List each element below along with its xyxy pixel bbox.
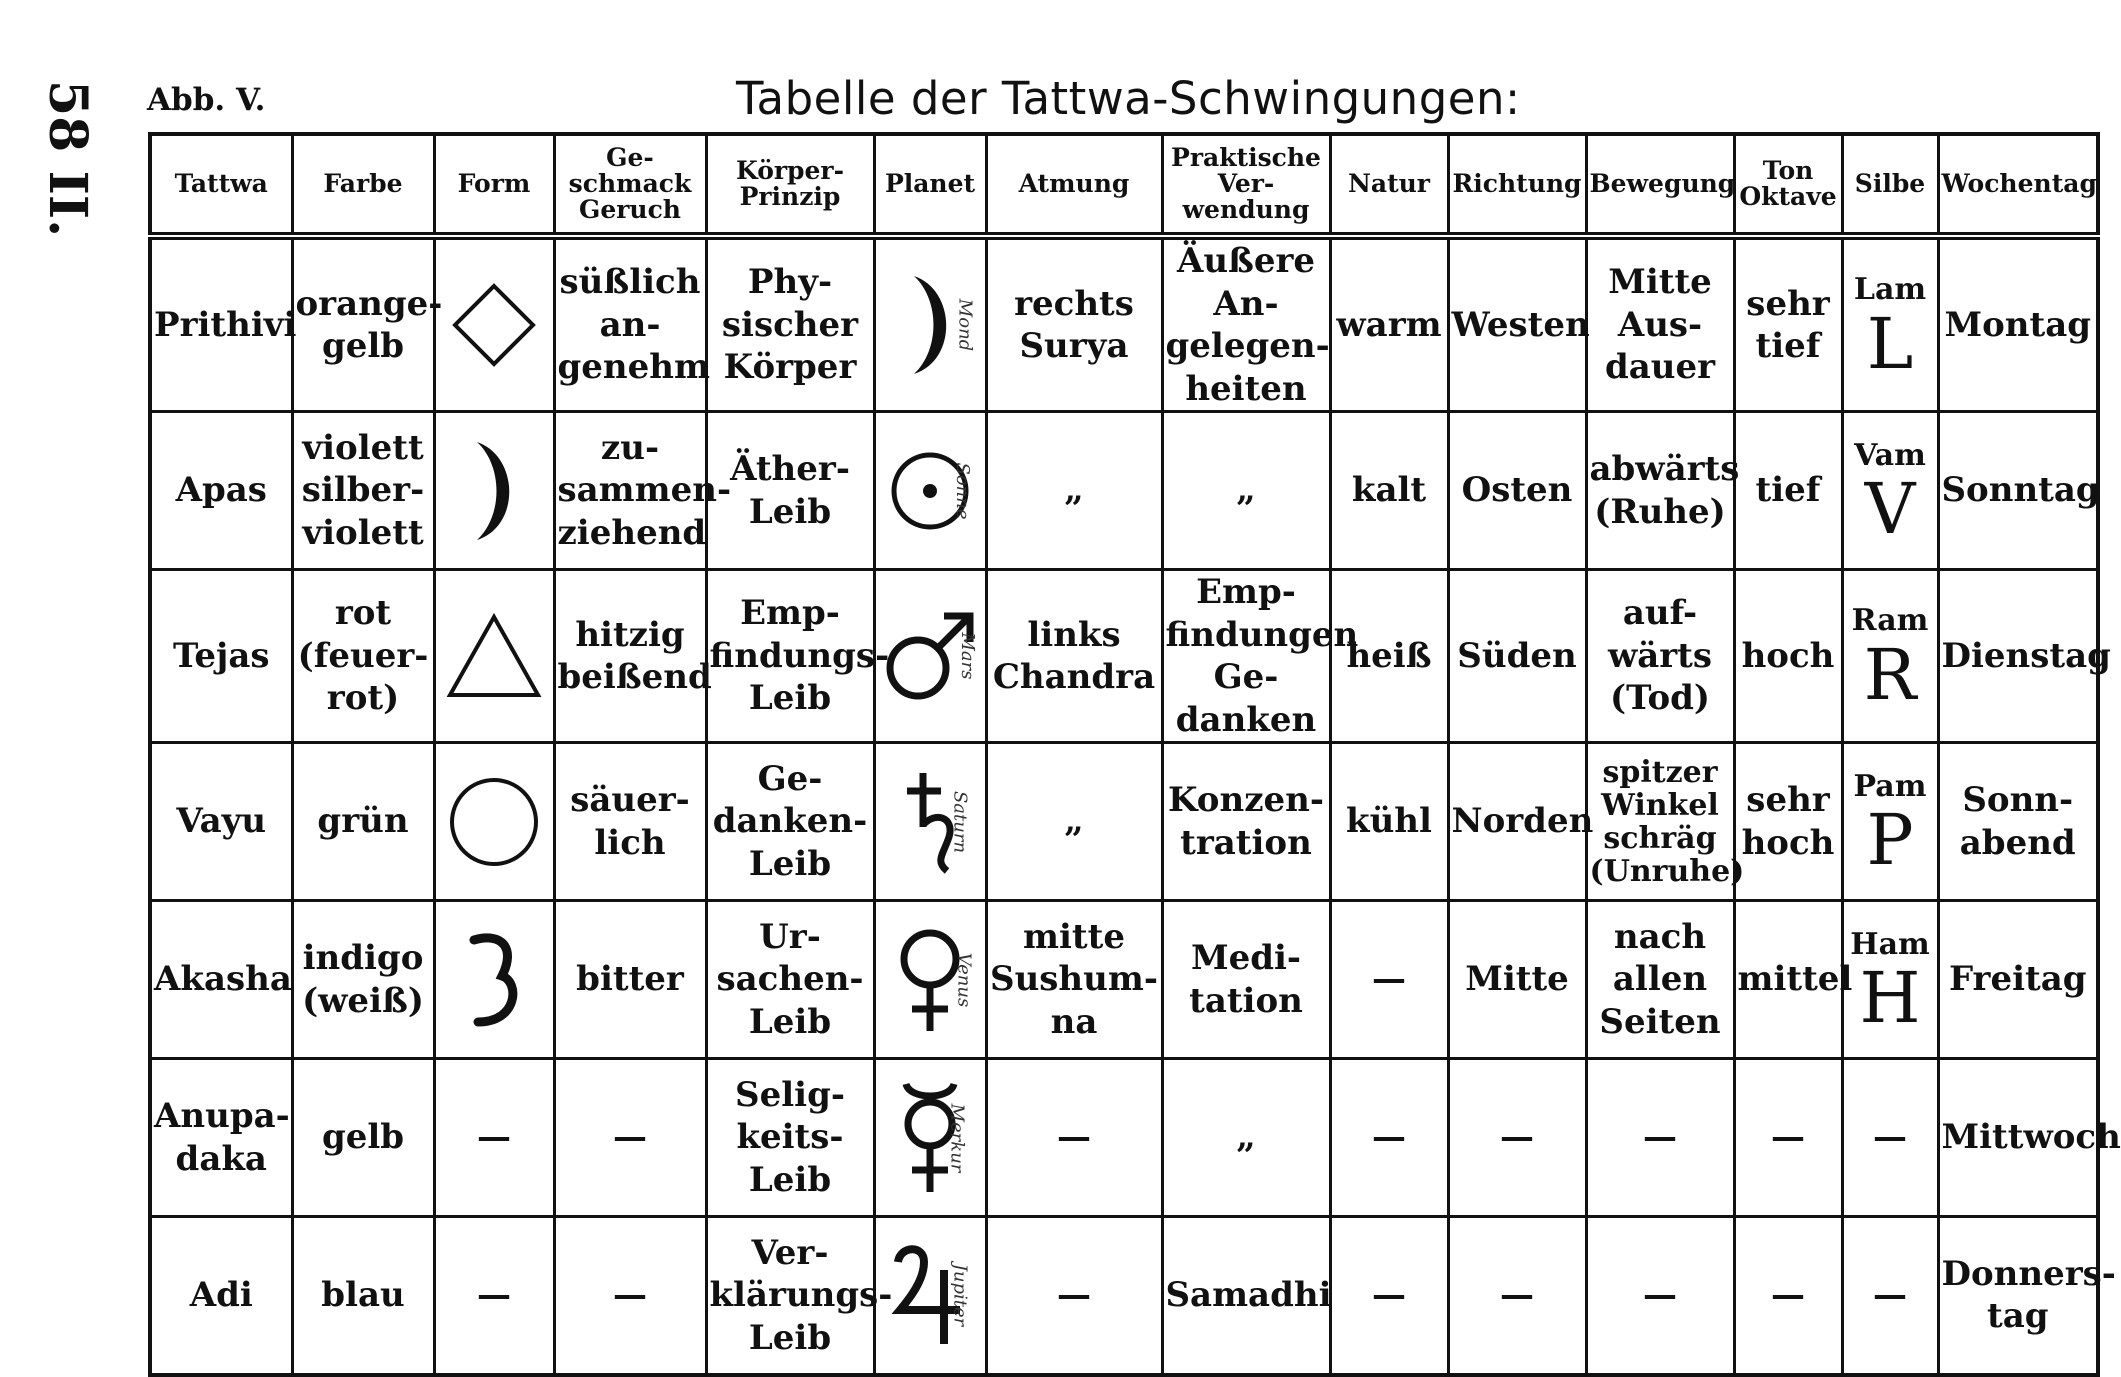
natur-cell: —: [1330, 1059, 1448, 1217]
planet-cell: [874, 901, 986, 1059]
silbe-word: Lam: [1853, 272, 1927, 308]
form-cell: [434, 236, 554, 412]
circle-shape-icon: [438, 774, 551, 870]
wochentag-cell: Dienstag: [1938, 570, 2098, 743]
silbe-word: Ham: [1850, 926, 1930, 962]
bewegung-cell: Mitte Aus- dauer: [1586, 236, 1734, 412]
diamond-shape-icon: [438, 280, 551, 370]
bewegung-cell: —: [1586, 1059, 1734, 1217]
column-header: Ton Oktave: [1734, 134, 1842, 236]
atmung-cell: —: [986, 1217, 1162, 1375]
geschmack-cell: hitzig beißend: [554, 570, 706, 743]
natur-cell: —: [1330, 1217, 1448, 1375]
planet-cell: [874, 570, 986, 743]
atmung-cell: links Chandra: [986, 570, 1162, 743]
column-header: Silbe: [1842, 134, 1938, 236]
form-cell: [434, 570, 554, 743]
silbe-cell: [1842, 743, 1938, 901]
silbe-cell: [1842, 901, 1938, 1059]
column-header: Praktische Ver- wendung: [1162, 134, 1330, 236]
koerper-cell: Emp- findungs- Leib: [706, 570, 874, 743]
atmung-cell: „: [986, 743, 1162, 901]
bewegung-cell: nach allen Seiten: [1586, 901, 1734, 1059]
atmung-cell: —: [986, 1059, 1162, 1217]
table-row: [150, 743, 2098, 901]
column-header: Tattwa: [150, 134, 292, 236]
verwendung-cell: Äußere An- gelegen- heiten: [1162, 236, 1330, 412]
bewegung-cell: spitzer Winkel schräg (Unruhe): [1586, 743, 1734, 901]
column-header: Richtung: [1448, 134, 1586, 236]
verwendung-cell: Samadhi: [1162, 1217, 1330, 1375]
column-header: Wochentag: [1938, 134, 2098, 236]
koerper-cell: Äther- Leib: [706, 412, 874, 570]
handwritten-note: Mars: [957, 632, 979, 680]
ton-cell: hoch: [1734, 570, 1842, 743]
table-row: [150, 1217, 2098, 1375]
page-title: Tabelle der Tattwa-Schwingungen:: [736, 72, 1521, 125]
richtung-cell: Norden: [1448, 743, 1586, 901]
table-row: [150, 1059, 2098, 1217]
geschmack-cell: —: [554, 1059, 706, 1217]
farbe-cell: rot (feuer- rot): [292, 570, 434, 743]
silbe-letter: L: [1866, 302, 1914, 385]
table-row: [150, 570, 2098, 743]
form-cell: —: [434, 1217, 554, 1375]
koerper-cell: Ur- sachen- Leib: [706, 901, 874, 1059]
silbe-cell: [1842, 570, 1938, 743]
farbe-cell: gelb: [292, 1059, 434, 1217]
form-cell: [434, 743, 554, 901]
bewegung-cell: auf- wärts (Tod): [1586, 570, 1734, 743]
geschmack-cell: bitter: [554, 901, 706, 1059]
farbe-cell: violett silber- violett: [292, 412, 434, 570]
tattwa-cell: Anupa- daka: [150, 1059, 292, 1217]
ton-cell: sehr tief: [1734, 236, 1842, 412]
silbe-letter: P: [1866, 799, 1914, 882]
richtung-cell: —: [1448, 1217, 1586, 1375]
handwritten-note: Mond: [954, 298, 976, 352]
form-cell: [434, 412, 554, 570]
koerper-cell: Ge- danken- Leib: [706, 743, 874, 901]
atmung-cell: rechts Surya: [986, 236, 1162, 412]
richtung-cell: Süden: [1448, 570, 1586, 743]
atmung-cell: „: [986, 412, 1162, 570]
planet-cell: [874, 412, 986, 570]
tattwa-table: [148, 132, 2121, 1377]
handwritten-note: Merkur: [946, 1103, 968, 1172]
column-header: Natur: [1330, 134, 1448, 236]
richtung-cell: Westen: [1448, 236, 1586, 412]
planet-cell: [874, 1059, 986, 1217]
tattwa-cell: Adi: [150, 1217, 292, 1375]
silbe-cell: [1842, 1217, 1938, 1375]
wochentag-cell: Donners- tag: [1938, 1217, 2098, 1375]
handwritten-note: Sonne: [952, 461, 974, 520]
silbe-cell: [1842, 1059, 1938, 1217]
planet-cell: [874, 1217, 986, 1375]
wochentag-cell: Sonn- abend: [1938, 743, 2098, 901]
verwendung-cell: „: [1162, 1059, 1330, 1217]
farbe-cell: indigo (weiß): [292, 901, 434, 1059]
farbe-cell: orange- gelb: [292, 236, 434, 412]
bewegung-cell: —: [1586, 1217, 1734, 1375]
silbe-word: Ram: [1851, 603, 1929, 639]
silbe-word: —: [1873, 1117, 1907, 1158]
tattwa-cell: Akasha: [150, 901, 292, 1059]
silbe-cell: [1842, 412, 1938, 570]
geschmack-cell: zu- sammen- ziehend: [554, 412, 706, 570]
column-header: Planet: [874, 134, 986, 236]
silbe-word: —: [1873, 1275, 1907, 1315]
ton-cell: —: [1734, 1059, 1842, 1217]
geschmack-cell: —: [554, 1217, 706, 1375]
triangle-shape-icon: [438, 611, 551, 701]
verwendung-cell: „: [1162, 412, 1330, 570]
wochentag-cell: Sonntag: [1938, 412, 2098, 570]
three-shape-icon: [438, 930, 551, 1030]
silbe-letter: H: [1859, 957, 1921, 1040]
wochentag-cell: Freitag: [1938, 901, 2098, 1059]
silbe-word: Vam: [1854, 437, 1926, 473]
handwritten-note: Jupiter: [949, 1263, 971, 1327]
tattwa-cell: Apas: [150, 412, 292, 570]
richtung-cell: Mitte: [1448, 901, 1586, 1059]
silbe-cell: [1842, 236, 1938, 412]
verwendung-cell: Medi- tation: [1162, 901, 1330, 1059]
table-header-row: [150, 134, 2098, 236]
silbe-letter: V: [1864, 468, 1916, 551]
koerper-cell: Ver- klärungs- Leib: [706, 1217, 874, 1375]
silbe-word: Pam: [1853, 768, 1927, 804]
richtung-cell: Osten: [1448, 412, 1586, 570]
bewegung-cell: abwärts (Ruhe): [1586, 412, 1734, 570]
silbe-letter: R: [1863, 633, 1917, 716]
column-header: Körper- Prinzip: [706, 134, 874, 236]
handwritten-note: Venus: [953, 952, 975, 1007]
ton-cell: sehr hoch: [1734, 743, 1842, 901]
handwritten-note: Saturn: [949, 790, 971, 853]
crescent-shape-icon: [438, 436, 551, 546]
wochentag-cell: Montag: [1938, 236, 2098, 412]
column-header: Bewegung: [1586, 134, 1734, 236]
natur-cell: warm: [1330, 236, 1448, 412]
figure-label: Abb. V.: [147, 82, 266, 118]
column-header: Ge- schmack Geruch: [554, 134, 706, 236]
ton-cell: tief: [1734, 412, 1842, 570]
table-row: [150, 236, 2098, 412]
verwendung-cell: Konzen- tration: [1162, 743, 1330, 901]
column-header: Farbe: [292, 134, 434, 236]
natur-cell: heiß: [1330, 570, 1448, 743]
wochentag-cell: Mittwoch: [1938, 1059, 2098, 1217]
verwendung-cell: Emp- findungen Ge- danken: [1162, 570, 1330, 743]
page-number: 58 II.: [37, 80, 98, 238]
natur-cell: kühl: [1330, 743, 1448, 901]
koerper-cell: Phy- sischer Körper: [706, 236, 874, 412]
tattwa-cell: Prithivi: [150, 236, 292, 412]
richtung-cell: —: [1448, 1059, 1586, 1217]
ton-cell: mittel: [1734, 901, 1842, 1059]
geschmack-cell: süßlich an- genehm: [554, 236, 706, 412]
form-cell: [434, 901, 554, 1059]
ton-cell: —: [1734, 1217, 1842, 1375]
table-row: [150, 901, 2098, 1059]
column-header: Atmung: [986, 134, 1162, 236]
farbe-cell: blau: [292, 1217, 434, 1375]
column-header: Form: [434, 134, 554, 236]
planet-cell: [874, 743, 986, 901]
tattwa-cell: Tejas: [150, 570, 292, 743]
planet-cell: [874, 236, 986, 412]
farbe-cell: grün: [292, 743, 434, 901]
geschmack-cell: säuer- lich: [554, 743, 706, 901]
form-cell: —: [434, 1059, 554, 1217]
natur-cell: kalt: [1330, 412, 1448, 570]
atmung-cell: mitte Sushum- na: [986, 901, 1162, 1059]
table-row: [150, 412, 2098, 570]
koerper-cell: Selig- keits- Leib: [706, 1059, 874, 1217]
tattwa-cell: Vayu: [150, 743, 292, 901]
natur-cell: —: [1330, 901, 1448, 1059]
